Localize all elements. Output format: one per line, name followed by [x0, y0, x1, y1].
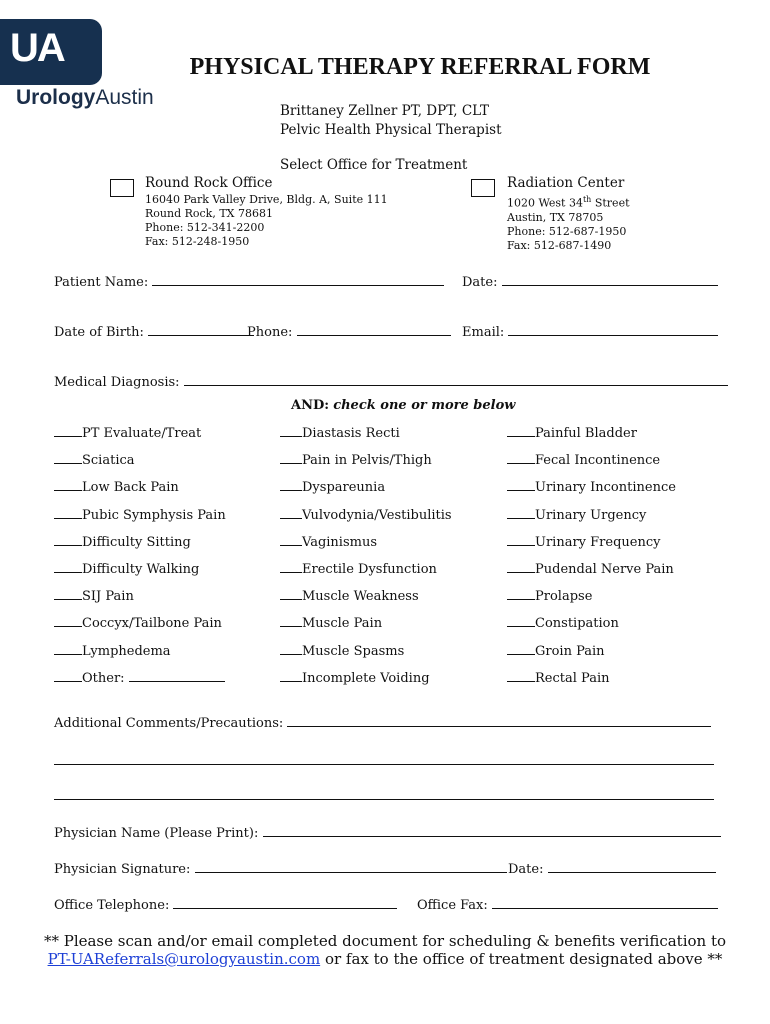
condition-checkline[interactable]: [507, 533, 535, 546]
condition-checkline[interactable]: [280, 451, 302, 464]
condition-checkline[interactable]: [54, 614, 82, 627]
condition-item[interactable]: [280, 451, 452, 478]
phone-field[interactable]: [247, 323, 451, 340]
condition-checkline[interactable]: [507, 478, 535, 491]
condition-checkline[interactable]: [54, 533, 82, 546]
condition-item[interactable]: [507, 478, 676, 505]
condition-checkline[interactable]: [280, 424, 302, 437]
condition-checkline[interactable]: [507, 451, 535, 464]
patient-name-field[interactable]: [54, 273, 444, 290]
condition-checkline[interactable]: [507, 560, 535, 573]
condition-checkline[interactable]: [54, 478, 82, 491]
therapist-name: Brittaney Zellner PT, DPT, CLT: [280, 103, 490, 119]
condition-item[interactable]: [280, 642, 452, 669]
physician-signature-label: Physician Signature:: [54, 862, 191, 877]
condition-label: Urinary Urgency: [535, 507, 647, 523]
condition-checkline[interactable]: [507, 506, 535, 519]
condition-label: Muscle Weakness: [302, 589, 419, 605]
round-rock-checkbox[interactable]: [110, 179, 134, 197]
date-label: Date:: [462, 275, 498, 290]
condition-item[interactable]: [54, 587, 226, 614]
condition-item[interactable]: [280, 478, 452, 505]
condition-item[interactable]: [54, 533, 226, 560]
condition-label: Pain in Pelvis/Thigh: [302, 453, 432, 469]
condition-item[interactable]: [54, 614, 226, 641]
condition-label: Prolapse: [535, 589, 593, 605]
physician-signature-field[interactable]: [54, 860, 507, 877]
condition-checkline[interactable]: [54, 669, 82, 682]
referral-email-link[interactable]: PT-UAReferrals@urologyaustin.com: [47, 950, 321, 968]
other-input-line[interactable]: [129, 669, 225, 682]
condition-checkline[interactable]: [280, 533, 302, 546]
footer-note: [30, 932, 740, 968]
phone-label: Phone:: [247, 325, 293, 340]
condition-item[interactable]: [54, 560, 226, 587]
condition-checkline[interactable]: [280, 669, 302, 682]
condition-label: Vulvodynia/Vestibulitis: [302, 507, 452, 523]
condition-label: Coccyx/Tailbone Pain: [82, 616, 222, 632]
dob-field[interactable]: [54, 323, 254, 340]
condition-checkline[interactable]: [507, 669, 535, 682]
comments-field[interactable]: [54, 714, 711, 731]
logo-mark: UA: [10, 26, 64, 70]
diagnosis-field[interactable]: [54, 373, 728, 390]
condition-label: Lymphedema: [82, 643, 171, 659]
condition-label: PT Evaluate/Treat: [82, 426, 202, 441]
condition-label: Erectile Dysfunction: [302, 561, 437, 577]
condition-checkline[interactable]: [507, 614, 535, 627]
diagnosis-label: Medical Diagnosis:: [54, 375, 180, 390]
condition-checkline[interactable]: [54, 451, 82, 464]
condition-checkline[interactable]: [507, 424, 535, 437]
office-round-rock-name: Round Rock Office: [145, 175, 273, 191]
condition-item[interactable]: [507, 533, 676, 560]
condition-item[interactable]: [54, 506, 226, 533]
condition-item[interactable]: [507, 560, 676, 587]
condition-label: Muscle Pain: [302, 616, 383, 632]
date-field[interactable]: [462, 273, 718, 290]
radiation-center-checkbox[interactable]: [471, 179, 495, 197]
condition-checkline[interactable]: [280, 642, 302, 655]
logo-wordmark: UrologyAustin: [16, 86, 154, 109]
condition-checkline[interactable]: [280, 614, 302, 627]
physician-name-label: Physician Name (Please Print):: [54, 826, 259, 841]
comments-label: Additional Comments/Precautions:: [54, 716, 284, 731]
condition-item[interactable]: [280, 669, 452, 696]
condition-item[interactable]: [54, 642, 226, 669]
condition-checkline[interactable]: [54, 506, 82, 519]
condition-label: Other:: [82, 670, 125, 686]
condition-checkline[interactable]: [280, 478, 302, 491]
condition-item[interactable]: [54, 669, 226, 696]
therapist-role: Pelvic Health Physical Therapist: [280, 122, 502, 138]
condition-label: Muscle Spasms: [302, 643, 405, 659]
condition-checkline[interactable]: [280, 560, 302, 573]
condition-checkline[interactable]: [507, 587, 535, 600]
condition-item[interactable]: [507, 642, 676, 669]
condition-label: Urinary Incontinence: [535, 480, 676, 496]
comments-line-2[interactable]: [54, 764, 714, 765]
condition-item[interactable]: [507, 614, 676, 641]
office-round-rock-address: 16040 Park Valley Drive, Bldg. A, Suite 111 Round Rock, TX 78681 Phone: 512-341-2200 Fax: 512-248-1950: [145, 193, 388, 248]
condition-label: Painful Bladder: [535, 426, 637, 441]
office-telephone-field[interactable]: [54, 896, 397, 913]
condition-label: Urinary Frequency: [535, 534, 661, 550]
condition-checkline[interactable]: [54, 587, 82, 600]
condition-label: Dyspareunia: [302, 480, 386, 496]
condition-item[interactable]: [54, 424, 226, 451]
and-instruction: AND: check one or more below: [291, 398, 516, 413]
condition-item[interactable]: [280, 533, 452, 560]
condition-label: Vaginismus: [302, 534, 377, 550]
condition-item[interactable]: [280, 424, 452, 451]
condition-label: Rectal Pain: [535, 670, 610, 686]
condition-label: Fecal Incontinence: [535, 453, 661, 469]
condition-checkline[interactable]: [54, 560, 82, 573]
condition-item[interactable]: [507, 451, 676, 478]
condition-item[interactable]: [280, 587, 452, 614]
office-fax-label: Office Fax:: [417, 898, 488, 913]
condition-label: Groin Pain: [535, 643, 605, 659]
comments-line-3[interactable]: [54, 799, 714, 800]
select-office-label: Select Office for Treatment: [280, 157, 468, 173]
condition-checkline[interactable]: [280, 506, 302, 519]
office-telephone-label: Office Telephone:: [54, 898, 170, 913]
condition-label: Diastasis Recti: [302, 426, 400, 441]
condition-item[interactable]: [507, 669, 676, 696]
condition-checkline[interactable]: [54, 424, 82, 437]
physician-name-field[interactable]: [54, 824, 721, 841]
email-field[interactable]: [462, 323, 718, 340]
condition-label: Difficulty Walking: [82, 561, 200, 577]
email-label: Email:: [462, 325, 505, 340]
condition-checkline[interactable]: [280, 587, 302, 600]
office-radiation-address: 1020 West 34th Street Austin, TX 78705 Phone: 512-687-1950 Fax: 512-687-1490: [507, 195, 630, 252]
footer-line-1: ** Please scan and/or email completed document for scheduling & benefits verification to: [43, 932, 727, 950]
condition-checkline[interactable]: [507, 642, 535, 655]
condition-item[interactable]: [507, 587, 676, 614]
conditions-column-3: [507, 424, 676, 696]
page-title: PHYSICAL THERAPY REFERRAL FORM: [189, 54, 651, 80]
condition-item[interactable]: [280, 560, 452, 587]
signature-date-field[interactable]: [508, 860, 716, 877]
condition-label: Low Back Pain: [82, 480, 179, 496]
condition-checkline[interactable]: [54, 642, 82, 655]
patient-name-label: Patient Name:: [54, 275, 149, 290]
condition-item[interactable]: [280, 506, 452, 533]
office-fax-field[interactable]: [417, 896, 718, 913]
signature-date-label: Date:: [508, 862, 544, 877]
condition-item[interactable]: [54, 478, 226, 505]
condition-item[interactable]: [54, 451, 226, 478]
condition-item[interactable]: [507, 424, 676, 451]
condition-label: Pudendal Nerve Pain: [535, 561, 674, 577]
condition-label: Sciatica: [82, 453, 135, 469]
condition-label: Pubic Symphysis Pain: [82, 507, 226, 523]
conditions-column-1: [54, 424, 226, 696]
office-radiation-name: Radiation Center: [507, 175, 625, 191]
dob-label: Date of Birth:: [54, 325, 144, 340]
condition-item[interactable]: [507, 506, 676, 533]
condition-label: Constipation: [535, 616, 619, 632]
footer-line-2: PT-UAReferrals@urologyaustin.com or fax to the office of treatment designated above **: [47, 950, 723, 968]
condition-label: SIJ Pain: [82, 589, 134, 605]
conditions-column-2: [280, 424, 452, 696]
condition-item[interactable]: [280, 614, 452, 641]
condition-label: Difficulty Sitting: [82, 534, 191, 550]
condition-label: Incomplete Voiding: [302, 670, 430, 686]
